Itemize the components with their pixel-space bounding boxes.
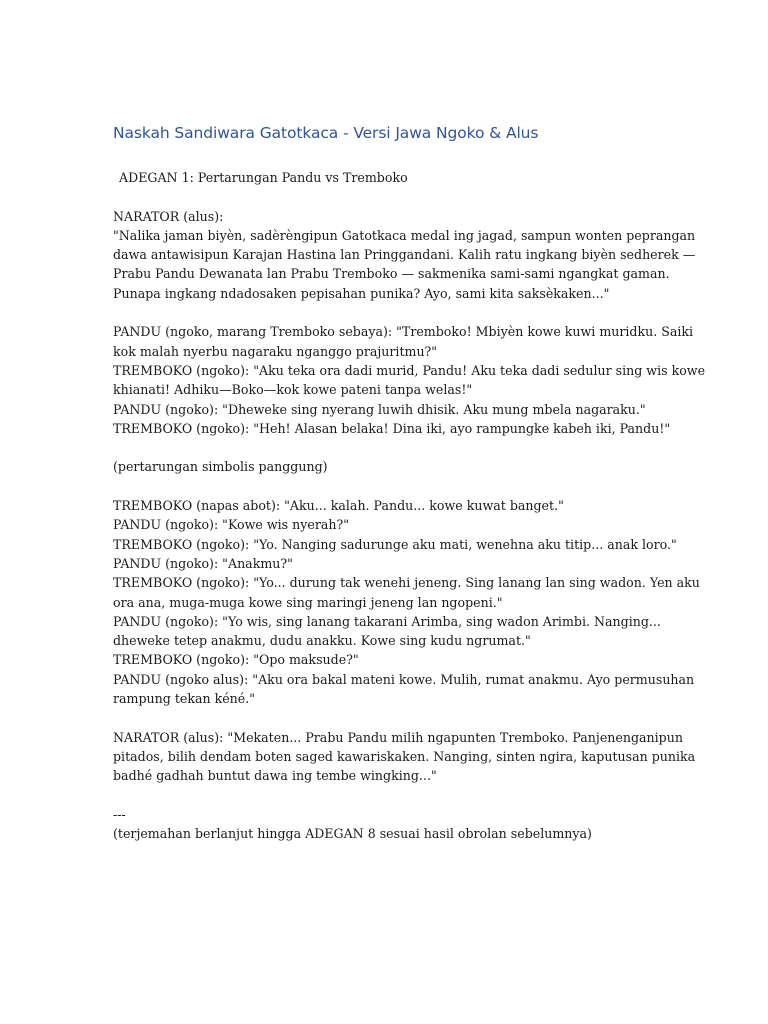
- narration-line: Prabu Pandu Dewanata lan Prabu Tremboko — sakmenika sami-sami ngangkat gaman.: [113, 266, 670, 282]
- separator-line: ---: [113, 806, 126, 822]
- narration-line: Punapa ingkang ndadosaken pepisahan punika? Ayo, sami kita saksèkaken...": [113, 285, 610, 301]
- dialogue-line: PANDU (ngoko alus): "Aku ora bakal mateni kowe. Mulih, rumat anakmu. Ayo permusuhan: [113, 671, 695, 687]
- document-body: [113, 168, 706, 843]
- dialogue-line: TREMBOKO (ngoko): "Yo. Nanging sadurunge aku mati, wenehna aku titip... anak loro.": [113, 536, 677, 552]
- blank-line: [113, 187, 673, 206]
- narration-line: dawa antawisipun Karajan Hastina lan Pringgandani. Kalih ratu ingkang biyèn sedherek —: [113, 247, 696, 263]
- narrator-label: NARATOR (alus):: [113, 208, 224, 224]
- dialogue-line: PANDU (ngoko): "Kowe wis nyerah?": [113, 517, 350, 533]
- blank-line: [113, 303, 673, 322]
- dialogue-line: kok malah nyerbu nagaraku nganggo prajuritmu?": [113, 343, 438, 359]
- narration-line: "Nalika jaman biyèn, sadèrèngipun Gatotkaca medal ing jagad, sampun wonten peprangan: [113, 227, 696, 243]
- document-title: Naskah Sandiwara Gatotkaca - Versi Jawa Ngoko & Alus: [113, 124, 539, 142]
- narration-line: badhé gadhah buntut dawa ing tembe wingking...": [113, 768, 437, 784]
- narration-line: pitados, bilih dendam boten saged kawariskaken. Nanging, sinten ngira, kaputusan punika: [113, 748, 696, 764]
- narration-line: NARATOR (alus): "Mekaten... Prabu Pandu milih ngapunten Tremboko. Panjenenganipun: [113, 729, 683, 745]
- dialogue-line: PANDU (ngoko): "Anakmu?": [113, 555, 293, 571]
- dialogue-line: PANDU (ngoko): "Yo wis, sing lanang takarani Arimba, sing wadon Arimbi. Nanging...: [113, 613, 661, 629]
- dialogue-line: khianati! Adhiku—Boko—kok kowe pateni tanpa welas!": [113, 382, 473, 398]
- dialogue-line: TREMBOKO (ngoko): "Aku teka ora dadi murid, Pandu! Aku teka dadi sedulur sing wis kowe: [113, 362, 706, 378]
- stage-direction: (pertarungan simbolis panggung): [113, 459, 328, 475]
- blank-line: [113, 708, 673, 727]
- dialogue-line: dheweke tetep anakmu, dudu anakku. Kowe sing kudu ngrumat.": [113, 633, 531, 649]
- dialogue-line: TREMBOKO (ngoko): "Opo maksude?": [113, 652, 359, 668]
- dialogue-line: rampung tekan kéné.": [113, 691, 256, 707]
- dialogue-line: TREMBOKO (ngoko): "Yo... durung tak wenehi jeneng. Sing lanang lan sing wadon. Yen aku: [113, 575, 700, 591]
- dialogue-line: TREMBOKO (ngoko): "Heh! Alasan belaka! Dina iki, ayo rampungke kabeh iki, Pandu!": [113, 420, 671, 436]
- dialogue-line: PANDU (ngoko): "Dheweke sing nyerang luwih dhisik. Aku mung mbela nagaraku.": [113, 401, 646, 417]
- dialogue-line: TREMBOKO (napas abot): "Aku... kalah. Pandu... kowe kuwat banget.": [113, 498, 564, 514]
- dialogue-line: PANDU (ngoko, marang Tremboko sebaya): "Tremboko! Mbiyèn kowe kuwi muridku. Saiki: [113, 324, 694, 340]
- blank-line: [113, 786, 673, 805]
- blank-line: [113, 438, 673, 457]
- dialogue-line: ora ana, muga-muga kowe sing maringi jeneng lan ngopeni.": [113, 594, 503, 610]
- scene-heading: ADEGAN 1: Pertarungan Pandu vs Tremboko: [119, 170, 408, 185]
- closing-note: (terjemahan berlanjut hingga ADEGAN 8 sesuai hasil obrolan sebelumnya): [113, 826, 592, 842]
- blank-line: [113, 477, 673, 496]
